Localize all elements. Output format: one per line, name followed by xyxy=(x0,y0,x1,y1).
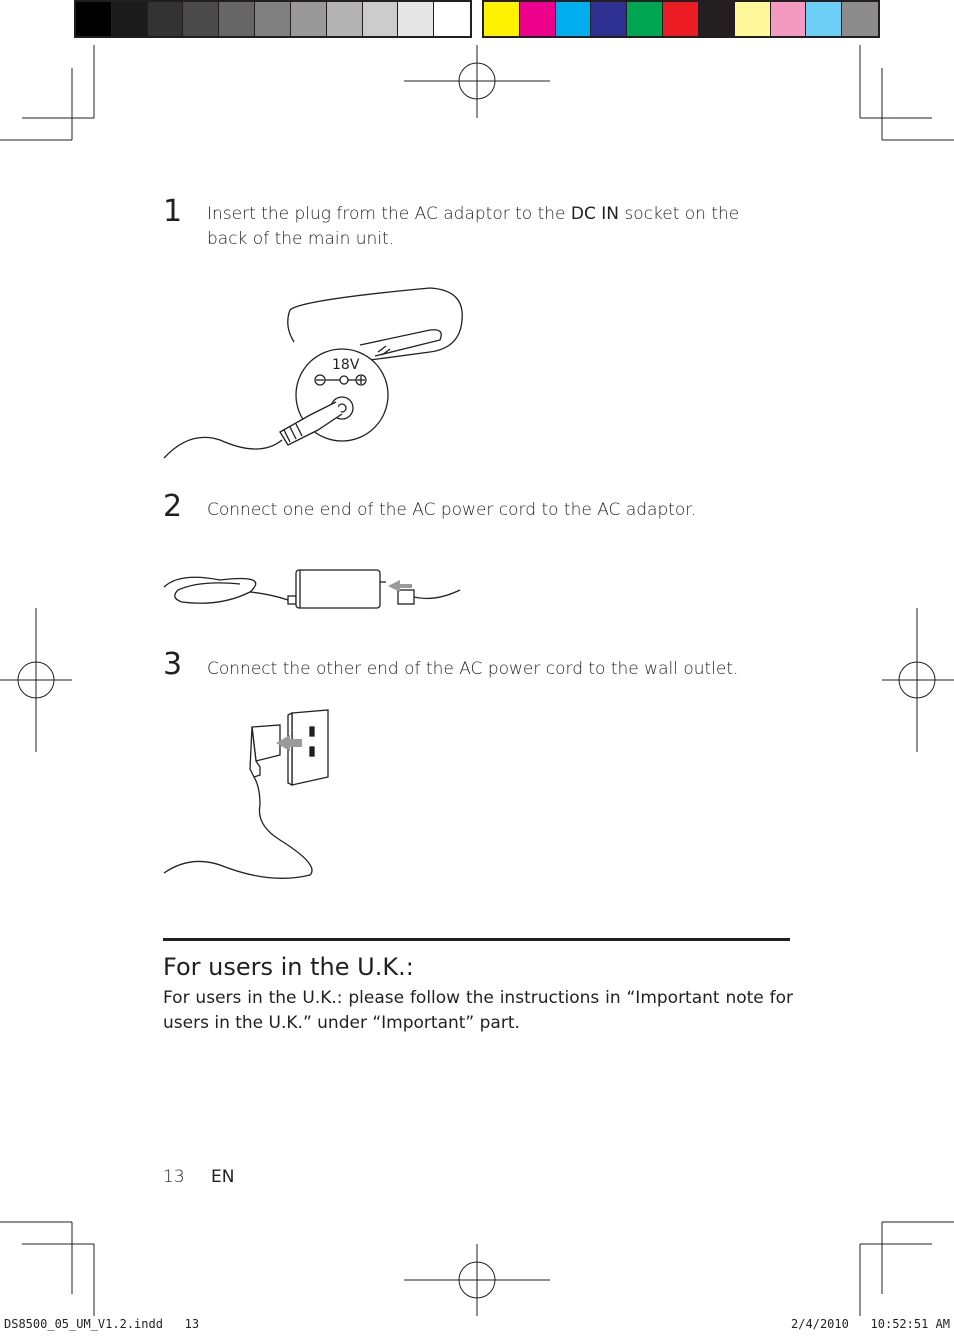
slug-datetime: 2/4/2010 10:52:51 AM xyxy=(791,1317,950,1331)
step-1-number: 1 xyxy=(163,194,183,229)
step-3-text: Connect the other end of the AC power cord to the wall outlet. xyxy=(207,659,739,679)
language-code: EN xyxy=(211,1167,235,1187)
voltage-label: 18V xyxy=(332,357,360,373)
step-1-text-line2: back of the main unit. xyxy=(207,229,395,249)
section-body: For users in the U.K.: please follow the instructions in “Important note for users in the U.K.” under “Important” part. xyxy=(163,988,793,1033)
ac-adaptor-illustration xyxy=(160,562,470,617)
step-1-text xyxy=(207,202,739,252)
wall-outlet-illustration xyxy=(160,705,360,885)
section-divider xyxy=(163,938,790,941)
step-3-number: 3 xyxy=(163,647,183,682)
page-number: 13 xyxy=(163,1167,185,1187)
step-1-text-a: Insert the plug from the AC adaptor to the xyxy=(207,204,571,224)
slug-filename: DS8500_05_UM_V1.2.indd 13 xyxy=(4,1317,200,1331)
section-heading: For users in the U.K.: xyxy=(163,953,414,981)
step-1-text-b: socket on the xyxy=(619,204,740,224)
dc-in-label: DC IN xyxy=(570,204,619,224)
step-2-text: Connect one end of the AC power cord to the AC adaptor. xyxy=(207,500,697,520)
step-2-number: 2 xyxy=(163,489,183,524)
dc-in-illustration xyxy=(160,280,470,465)
